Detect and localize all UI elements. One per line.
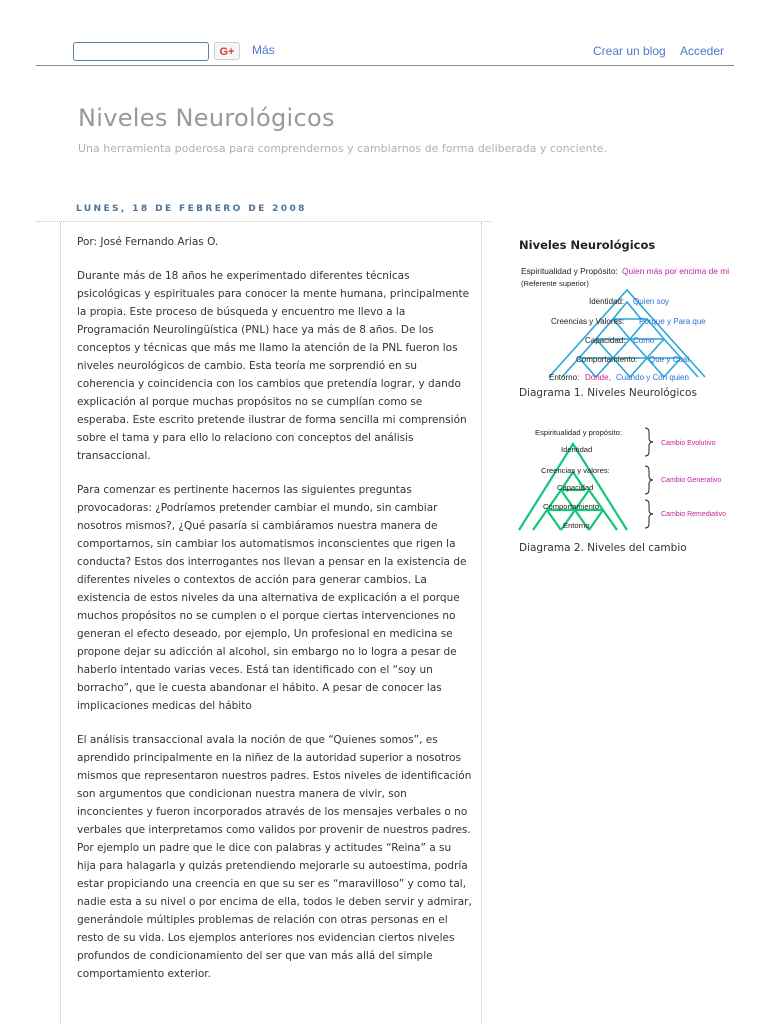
- post-paragraph: Durante más de 18 años he experimentado diferentes técnicas psicológicas y espirituales para conocer la mente humana, principalmente la propia. Este proceso de búsqueda y encuentro me llevo a la Programación Neurolingüística (PNL) hace ya más de 8 años. De los conceptos y técnicas que más me llamo la atención de la PNL fueron los niveles neurológicos de cambio. Esta teoría me sorprendió en su coherencia y coincidencia con los cambios que pretendía lograr, y dando explicación al porque muchas propósitos no se cumplían como se esperaba. Este escrito pretende ilustrar de forma sencilla mi comprensión sobre el tama y para ello lo relaciono con conceptos del análisis transaccional.: [77, 270, 470, 462]
- level-environment-label: Entorno:: [549, 373, 580, 382]
- change-generative-label: Cambio Generativo: [661, 477, 722, 484]
- level-identity-label: Identidad:: [589, 297, 625, 306]
- blog-description: Una herramienta poderosa para comprendernos y cambiarnos de forma deliberada y conciente.: [78, 142, 608, 155]
- diagram-2-change-levels[interactable]: [515, 424, 743, 536]
- level-spirituality-question: Quien más por encima de mi: [622, 266, 730, 276]
- post-author: Por: José Fernando Arias O.: [77, 236, 219, 248]
- level-capacity-question: Como: [633, 336, 655, 345]
- level-environment-question: Donde,: [585, 373, 611, 382]
- level-behavior-question: Que y Cual: [649, 355, 690, 364]
- level-environment-question-2: Cuando y Con quien: [616, 373, 689, 382]
- sidebar-widget-title: Niveles Neurológicos: [519, 238, 656, 252]
- blog-title[interactable]: Niveles Neurológicos: [78, 104, 335, 132]
- level2-spirituality-label: Espiritualidad y propósito:: [535, 428, 622, 437]
- level-behavior-label: Comportamiento:: [576, 355, 638, 364]
- sidebar: [519, 238, 749, 252]
- navbar-divider: [36, 65, 734, 66]
- level-beliefs-label: Creencias y Valores:: [551, 317, 625, 326]
- level-identity-question: Quien soy: [633, 297, 670, 306]
- post-paragraph: Para comenzar es pertinente hacernos las siguientes preguntas provocadoras: ¿Podríamos pretender cambiar el mundo, sin cambiar nosotros mismos?, ¿Qué pasaría si cambiáramos nuestra manera de comportarnos, sin cambiar los automatismos inconscientes que rigen la conducta? Estos dos interrogantes nos llevan a pensar en la existencia de diferentes niveles o contextos de acción para generar cambios. La existencia de estos niveles da una alternativa de explicación a el porque muchos propósitos no se cumplen o el porque ciertas intervenciones no generan el efecto deseado, por ejemplo, Un profesional en medicina se propone dejar su adicción al alcohol, sin embargo no lo logra a pesar de haberlo intentado varias veces. Está tan identificado con el “soy un borracho”, que le cuesta abandonar el hábito. A pesar de conocer las implicaciones medicas del hábito: [77, 484, 467, 712]
- level-spirituality-label: Espiritualidad y Propósito:: [521, 266, 618, 276]
- post-date-header: LUNES, 18 DE FEBRERO DE 2008: [76, 204, 307, 214]
- level-spirituality-sub: (Referente superior): [521, 279, 589, 288]
- diagram-1-neurological-levels[interactable]: [515, 262, 743, 384]
- change-brackets: [645, 428, 653, 528]
- post-paragraph: El análisis transaccional avala la noción de que “Quienes somos”, es aprendido principalmente en la niñez de la autoridad superior a nosotros mismos que representaron nuestros padres. Estos niveles de identificación son argumentos que condicionan nuestra manera de vivir, son inconcientes y fueron incorporados através de los mensajes verbales o no verbales que interpretamos como validos por provenir de nuestros padres. Por ejemplo un padre que le dice con palabras y actitudes “Reina” a su hija para halagarla y quizás pretendiendo mejorarle su autoestima, podría estar propiciando una creencia en que su ser es “maravilloso” y como tal, nadie esta a su nivel o por encima de ella, todos le deben servir y admirar, generándole múltiples problemas de relación con otras personas en el resto de su vida. Los ejemplos anteriores nos evidencian ciertos niveles profundos de condicionamiento del ser que van más allá del simple comportamiento exterior.: [77, 734, 472, 980]
- level-capacity-label: Capacidad:: [585, 336, 626, 345]
- level2-beliefs-label: Creencias y valores:: [541, 466, 610, 475]
- level2-identity-label: Identidad: [561, 445, 593, 454]
- level-beliefs-question: Porque y Para que: [639, 317, 706, 326]
- search-input[interactable]: [73, 42, 209, 61]
- change-evolutive-label: Cambio Evolutivo: [661, 440, 716, 447]
- sign-in-link[interactable]: Acceder: [680, 44, 725, 58]
- diagram-2-caption: Diagrama 2. Niveles del cambio: [519, 542, 687, 554]
- blogger-navbar: [0, 0, 768, 66]
- level2-behavior-label: Comportamiento: [543, 502, 600, 511]
- create-blog-link[interactable]: Crear un blog: [593, 44, 666, 58]
- change-remediative-label: Cambio Remediativo: [661, 511, 726, 518]
- diagram-1-caption: Diagrama 1. Niveles Neurológicos: [519, 387, 697, 399]
- level2-environment-label: Entorno: [563, 521, 590, 530]
- google-plus-button[interactable]: G+: [214, 42, 240, 60]
- level2-capacity-label: Capacidad: [557, 483, 594, 492]
- more-link[interactable]: Más: [252, 43, 275, 57]
- post-body: [77, 233, 472, 999]
